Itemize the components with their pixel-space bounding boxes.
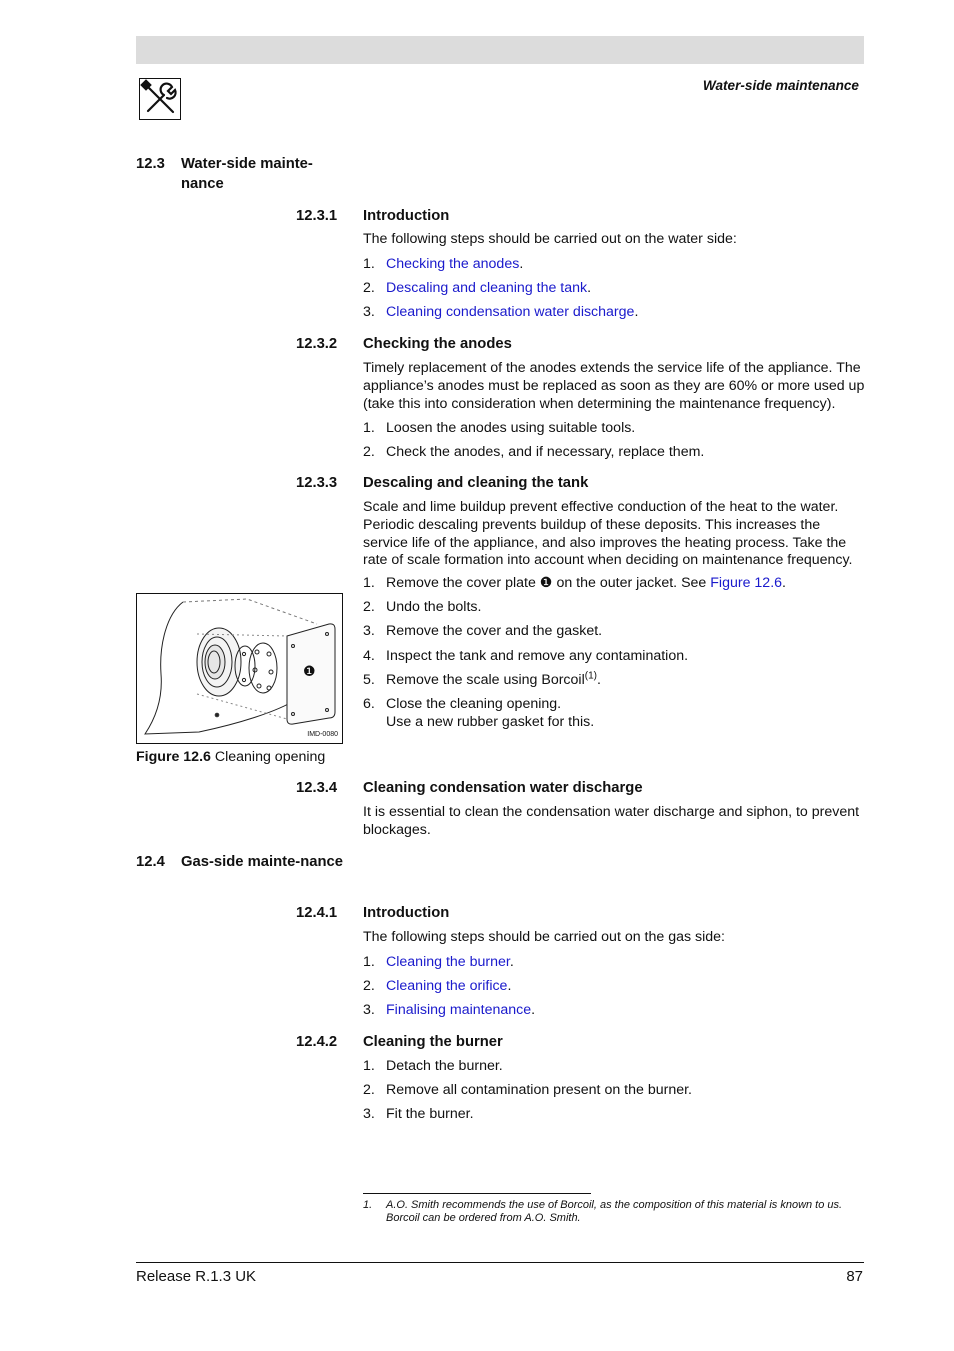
section-12-3-heading [136,154,356,194]
section-title: Introduction [363,208,450,224]
intro-text: The following steps should be carried out on the gas side: [363,929,726,945]
section-title: Introduction [363,905,450,921]
page-number: 87 [846,1268,863,1285]
figure-caption: Figure 12.6 Cleaning opening [136,749,326,765]
section-number: 12.4.1 [296,905,338,921]
section-title: Water-side mainte-nance [181,156,313,192]
section-number: 12.4 [136,854,165,870]
tools-icon [139,78,181,120]
link-cleaning-orifice[interactable]: Cleaning the orifice [386,978,508,994]
section-number: 12.3.1 [296,208,338,224]
condensation-paragraph: It is essential to clean the condensation water discharge and siphon, to prevent blockages. [363,804,860,838]
figure-label: Figure 12.6 [136,749,211,765]
footer-divider [136,1262,864,1263]
section-title: Cleaning the burner [363,1034,503,1050]
header-bar [136,36,864,64]
link-finalising-maintenance[interactable]: Finalising maintenance [386,1002,532,1018]
link-descaling-tank[interactable]: Descaling and cleaning the tank [386,280,588,296]
section-number: 12.3 [136,156,165,172]
section-number: 12.3.4 [296,780,338,796]
descaling-paragraph: Scale and lime buildup prevent effective conduction of the heat to the water. Periodic descaling prevents buildup of these deposits. This increases the service life of the appliance, and also improves the heating process. Take the rate of scale formation into account when deciding on maintenance frequency. [363,499,853,569]
section-number: 12.3.2 [296,336,338,352]
header-title: Water-side maintenance [702,78,859,93]
figure-marker-1: ❶ [303,664,316,680]
footnote-ref: (1) [584,670,597,682]
link-cleaning-burner[interactable]: Cleaning the burner [386,954,510,970]
section-title: Gas-side mainte-nance [181,854,343,870]
footnote-divider [363,1193,591,1194]
figure-cleaning-opening [136,593,343,744]
link-checking-anodes[interactable]: Checking the anodes [386,256,520,272]
section-title: Descaling and cleaning the tank [363,475,589,491]
link-cleaning-condensation[interactable]: Cleaning condensation water discharge [386,304,635,320]
section-title: Cleaning condensation water discharge [363,780,643,796]
cleaning-opening-drawing [137,594,343,744]
anodes-paragraph: Timely replacement of the anodes extends the service life of the appliance. The appliance’s anodes must be replaced as soon as they are 60% or more used up (take this into consideration when determining the maintenance frequency). [363,360,865,412]
release-label: Release R.1.3 UK [136,1268,257,1285]
section-title: Checking the anodes [363,336,512,352]
section-number: 12.3.3 [296,475,338,491]
item-marker-1: ❶ [539,575,553,591]
figure-code: IMD-0080 [307,731,338,738]
link-figure-12-6[interactable]: Figure 12.6 [710,575,783,591]
list-item: 6. Close the cleaning opening. Use a new rubber gasket for this. [363,696,595,730]
section-number: 12.4.2 [296,1034,338,1050]
intro-text: The following steps should be carried out on the water side: [363,231,737,247]
section-12-4-heading [136,852,356,892]
